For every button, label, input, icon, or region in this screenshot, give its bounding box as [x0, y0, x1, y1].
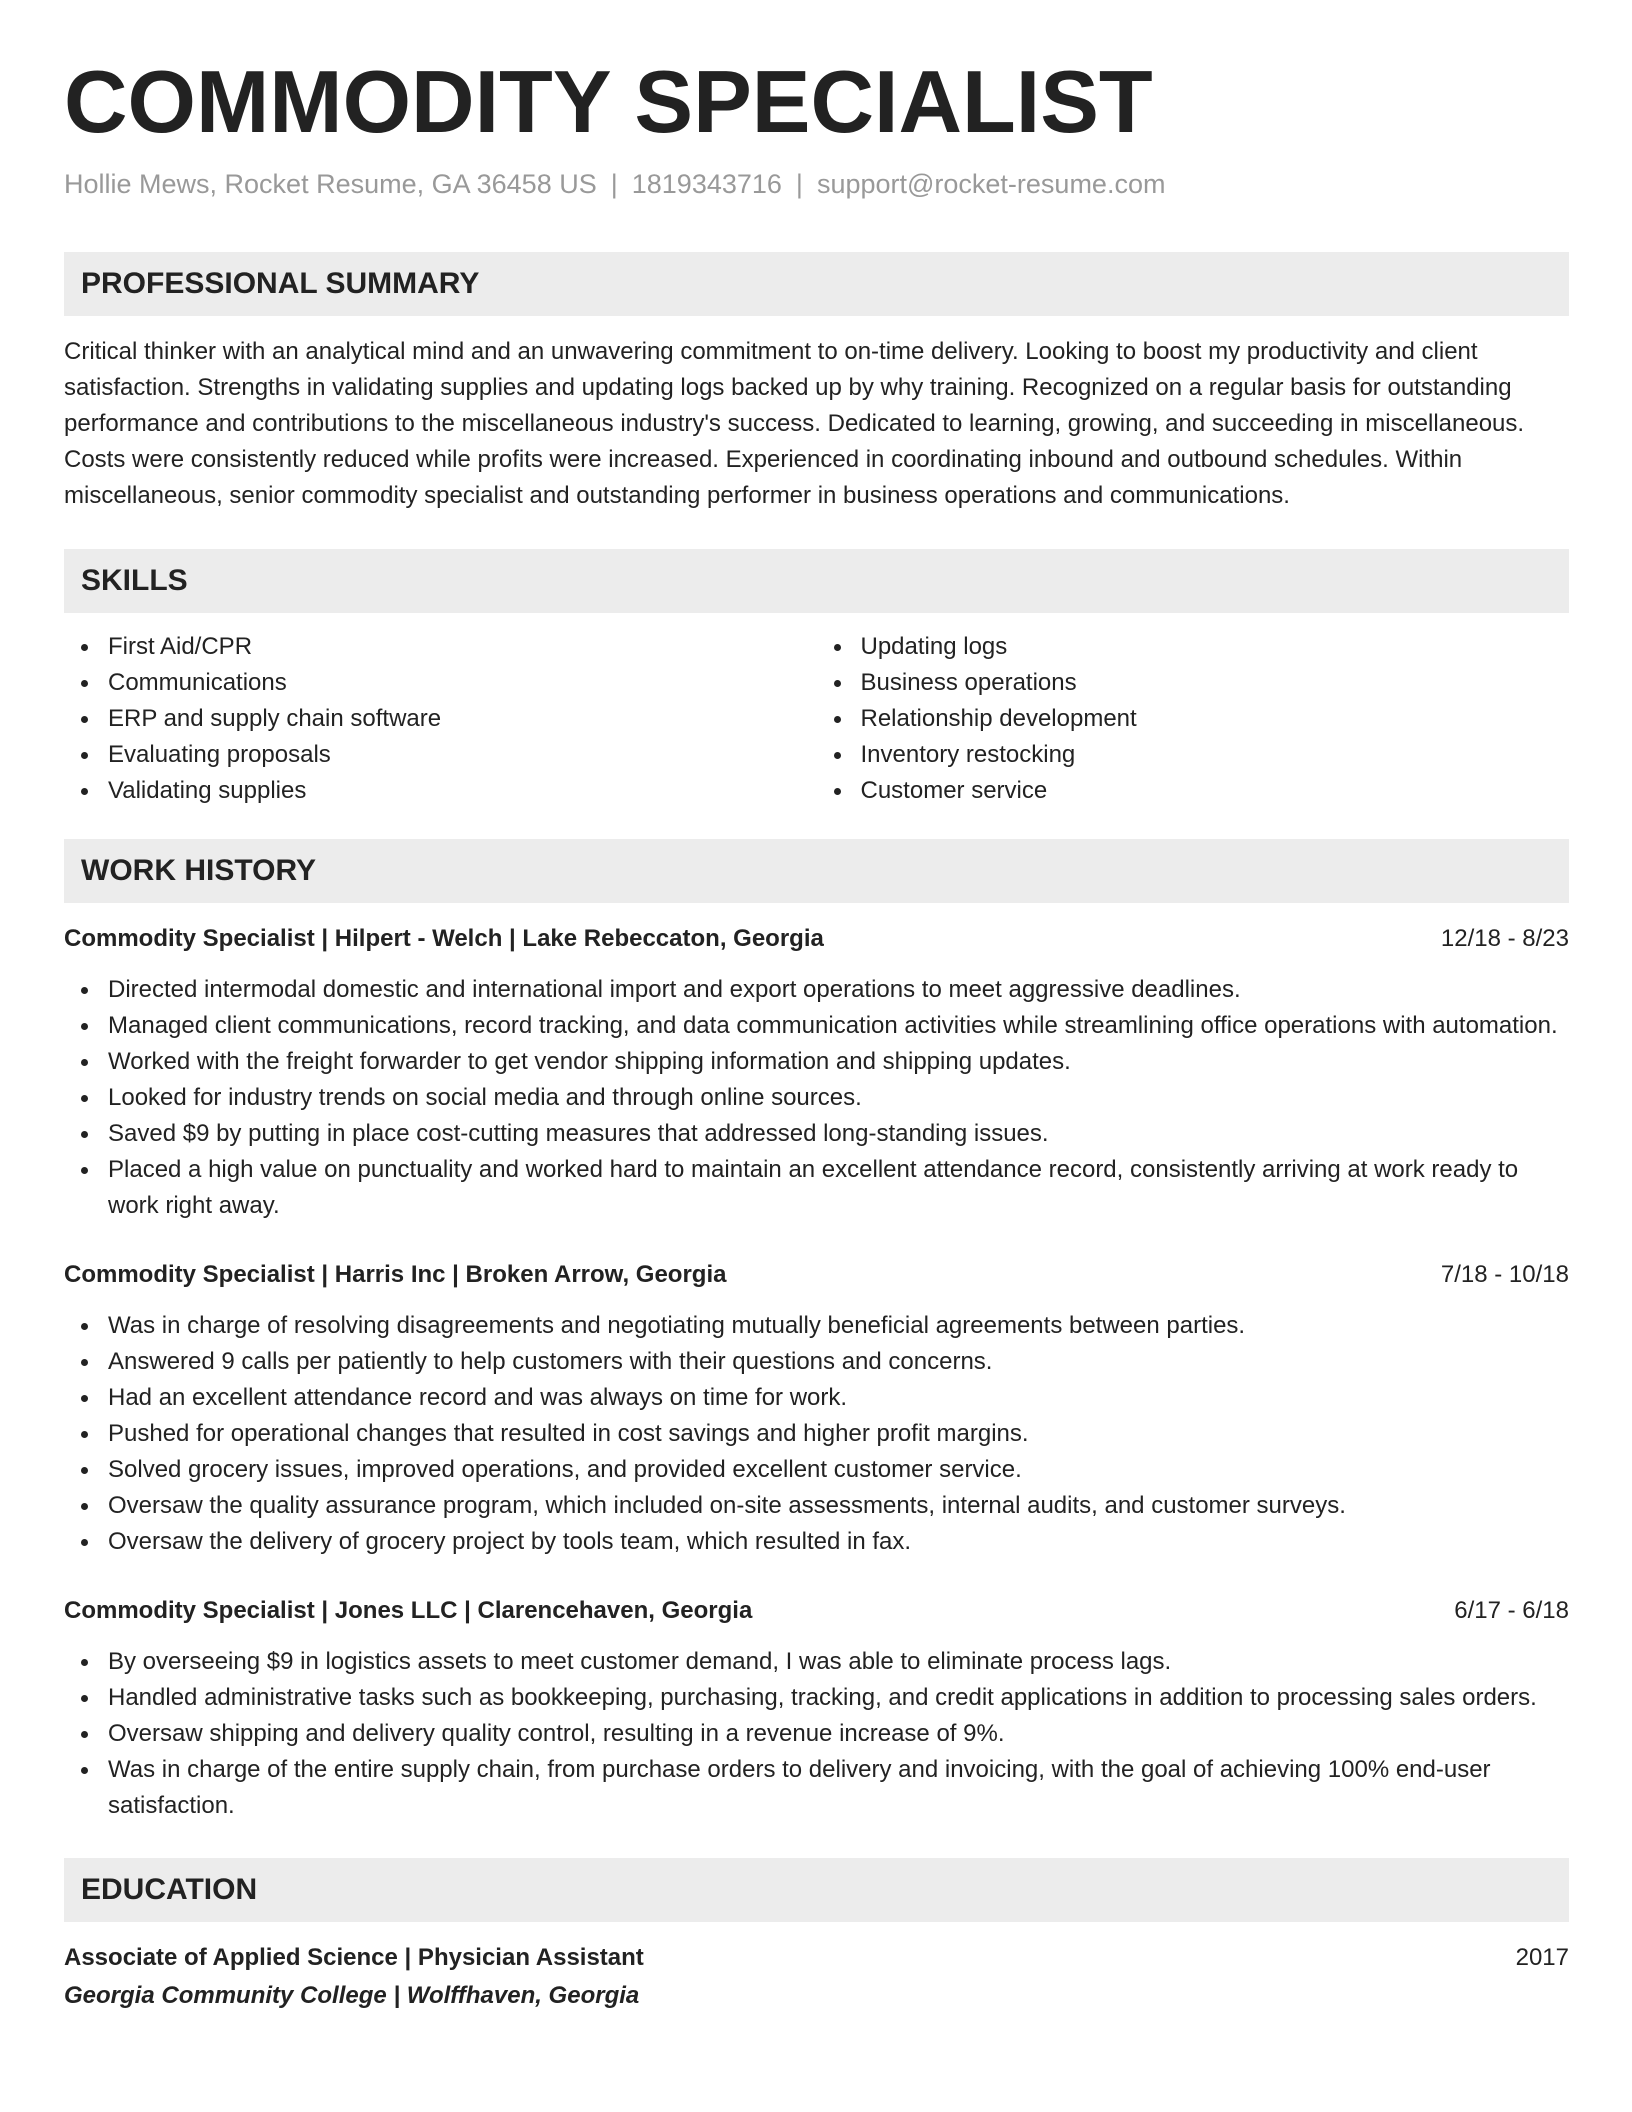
skill-item: Inventory restocking: [861, 737, 1570, 773]
contact-separator: |: [610, 169, 618, 199]
job-dates: 7/18 - 10/18: [1440, 1261, 1569, 1288]
skill-item: ERP and supply chain software: [108, 701, 817, 737]
skills-column-right: [817, 629, 1570, 809]
job-bullet: Handled administrative tasks such as bookkeeping, purchasing, tracking, and credit applications in addition to processing sales orders.: [108, 1680, 1569, 1716]
job-bullet: Saved $9 by putting in place cost-cutting measures that addressed long-standing issues.: [108, 1116, 1569, 1152]
job-bullet: Placed a high value on punctuality and worked hard to maintain an excellent attendance record, consistently arriving at work ready to work right away.: [108, 1152, 1569, 1224]
summary-text: Critical thinker with an analytical mind and an unwavering commitment to on-time delivery. Looking to boost my productivity and client satisfaction. Strengths in validating supplies and updating logs backed up by why training. Recognized on a regular basis for outstanding performance and contributions to the miscellaneous industry's success. Dedicated to learning, growing, and succeeding in miscellaneous. Costs were consistently reduced while profits were increased. Experienced in coordinating inbound and outbound schedules. Within miscellaneous, senior commodity specialist and outstanding performer in business operations and communications.: [64, 338, 1525, 509]
job-bullet: Solved grocery issues, improved operations, and provided excellent customer service.: [108, 1452, 1569, 1488]
job-dates: 6/17 - 6/18: [1454, 1597, 1569, 1624]
contact-line: [64, 166, 1569, 202]
contact-phone: 1819343716: [631, 169, 782, 199]
job-dates: 12/18 - 8/23: [1440, 925, 1569, 952]
job-bullet: Was in charge of resolving disagreements and negotiating mutually beneficial agreements between parties.: [108, 1308, 1569, 1344]
section-header-summary: PROFESSIONAL SUMMARY: [64, 252, 1569, 316]
skill-item: Validating supplies: [108, 773, 817, 809]
skills-list: [64, 629, 1569, 809]
skill-item: Communications: [108, 665, 817, 701]
job-bullet: Looked for industry trends on social media and through online sources.: [108, 1080, 1569, 1116]
skills-column-left: [64, 629, 817, 809]
job-bullet: Was in charge of the entire supply chain, from purchase orders to delivery and invoicing, with the goal of achieving 100% end-user satisfaction.: [108, 1752, 1569, 1824]
job-title: Commodity Specialist | Jones LLC | Clarencehaven, Georgia: [64, 1597, 753, 1624]
job-bullet: Answered 9 calls per patiently to help customers with their questions and concerns.: [108, 1344, 1569, 1380]
job-bullet: Directed intermodal domestic and international import and export operations to meet aggressive deadlines.: [108, 972, 1569, 1008]
job-entry: [64, 1257, 1569, 1560]
resume-name: COMMODITY SPECIALIST: [64, 52, 1153, 151]
job-bullet: Oversaw shipping and delivery quality control, resulting in a revenue increase of 9%.: [108, 1716, 1569, 1752]
job-bullet: Worked with the freight forwarder to get vendor shipping information and shipping updates.: [108, 1044, 1569, 1080]
education-degree: Associate of Applied Science | Physician Assistant: [64, 1944, 644, 1971]
job-bullet: By overseeing $9 in logistics assets to meet customer demand, I was able to eliminate process lags.: [108, 1644, 1569, 1680]
job-title: Commodity Specialist | Harris Inc | Broken Arrow, Georgia: [64, 1261, 727, 1288]
education-entry: [64, 1940, 1569, 2014]
education-year: 2017: [1515, 1944, 1569, 1971]
contact-address: Hollie Mews, Rocket Resume, GA 36458 US: [64, 169, 597, 199]
job-title-row: [64, 1593, 1569, 1629]
job-bullet: Managed client communications, record tracking, and data communication activities while streamlining office operations with automation.: [108, 1008, 1569, 1044]
job-bullet: Oversaw the quality assurance program, which included on-site assessments, internal audits, and customer surveys.: [108, 1488, 1569, 1524]
job-bullet: Had an excellent attendance record and was always on time for work.: [108, 1380, 1569, 1416]
contact-email: support@rocket-resume.com: [816, 169, 1166, 199]
job-bullets: [64, 1308, 1569, 1560]
job-title-row: [64, 921, 1569, 957]
skill-item: Business operations: [861, 665, 1570, 701]
section-header-education: EDUCATION: [64, 1858, 1569, 1922]
skill-item: Relationship development: [861, 701, 1570, 737]
skill-item: Evaluating proposals: [108, 737, 817, 773]
skill-item: Updating logs: [861, 629, 1570, 665]
section-header-skills: SKILLS: [64, 549, 1569, 613]
job-title-row: [64, 1257, 1569, 1293]
education-title-row: [64, 1940, 1569, 1976]
job-entry: [64, 1593, 1569, 1824]
job-entry: [64, 921, 1569, 1224]
section-header-work-history: WORK HISTORY: [64, 839, 1569, 903]
job-bullet: Oversaw the delivery of grocery project by tools team, which resulted in fax.: [108, 1524, 1569, 1560]
job-bullets: [64, 1644, 1569, 1824]
job-bullet: Pushed for operational changes that resulted in cost savings and higher profit margins.: [108, 1416, 1569, 1452]
job-title: Commodity Specialist | Hilpert - Welch | Lake Rebeccaton, Georgia: [64, 925, 824, 952]
skill-item: First Aid/CPR: [108, 629, 817, 665]
skill-item: Customer service: [861, 773, 1570, 809]
contact-separator: |: [795, 169, 803, 199]
education-school: Georgia Community College | Wolffhaven, Georgia: [64, 1982, 640, 2009]
job-bullets: [64, 972, 1569, 1224]
